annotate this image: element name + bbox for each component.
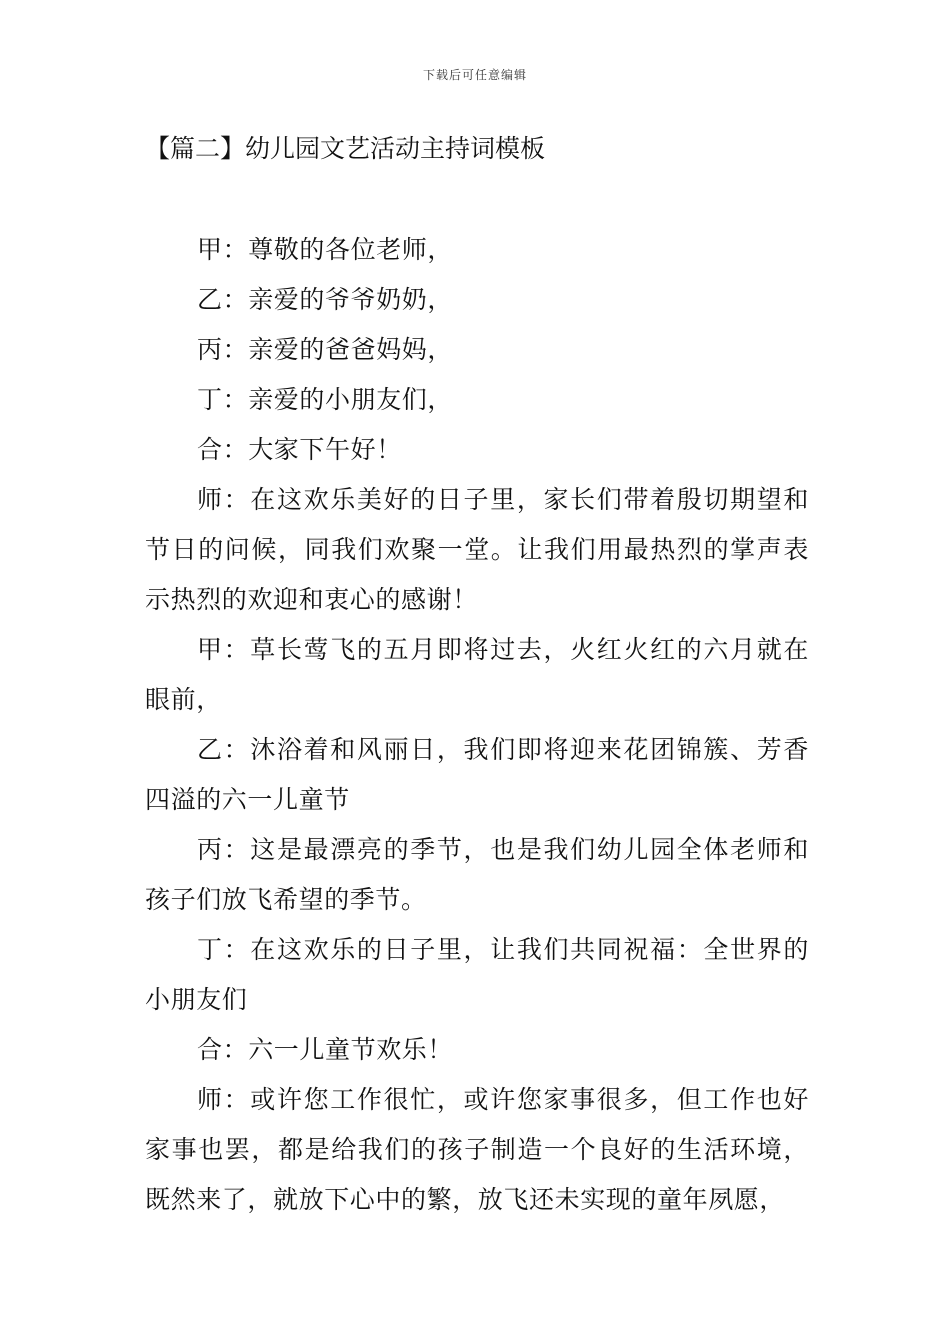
paragraph-ding-blessing: 丁：在这欢乐的日子里，让我们共同祝福：全世界的小朋友们 [145,935,809,1014]
paragraph-bing-season: 丙：这是最漂亮的季节，也是我们幼儿园全体老师和孩子们放飞希望的季节。 [145,835,809,914]
paragraph-shi-parents: 师：或许您工作很忙，或许您家事很多，但工作也好家事也罢，都是给我们的孩子制造一个良好的生活环境，既然来了，就放下心中的繁，放飞还未实现的童年夙愿， [145,1085,809,1214]
document-title: 【篇二】幼儿园文艺活动主持词模板 [145,134,546,163]
paragraph-bing-greeting: 丙：亲爱的爸爸妈妈， [197,335,454,364]
paragraph-yi-greeting: 乙：亲爱的爷爷奶奶， [197,285,454,314]
paragraph-he-happy: 合：六一儿童节欢乐！ [197,1035,454,1064]
paragraph-shi-welcome: 师：在这欢乐美好的日子里，家长们带着殷切期望和节日的问候，同我们欢聚一堂。让我们用最热烈的掌声表示热烈的欢迎和衷心的感谢！ [145,485,809,614]
paragraph-jia-june: 甲：草长莺飞的五月即将过去，火红火红的六月就在眼前， [145,635,809,714]
document-body [145,225,809,1225]
paragraph-he-greeting: 合：大家下午好！ [197,435,402,464]
paragraph-jia-greeting: 甲：尊敬的各位老师， [197,235,454,264]
page-header-note: 下载后可任意编辑 [422,68,527,82]
paragraph-ding-greeting: 丁：亲爱的小朋友们， [197,385,454,414]
paragraph-yi-childrens-day: 乙：沐浴着和风丽日，我们即将迎来花团锦簇、芳香四溢的六一儿童节 [145,735,809,814]
